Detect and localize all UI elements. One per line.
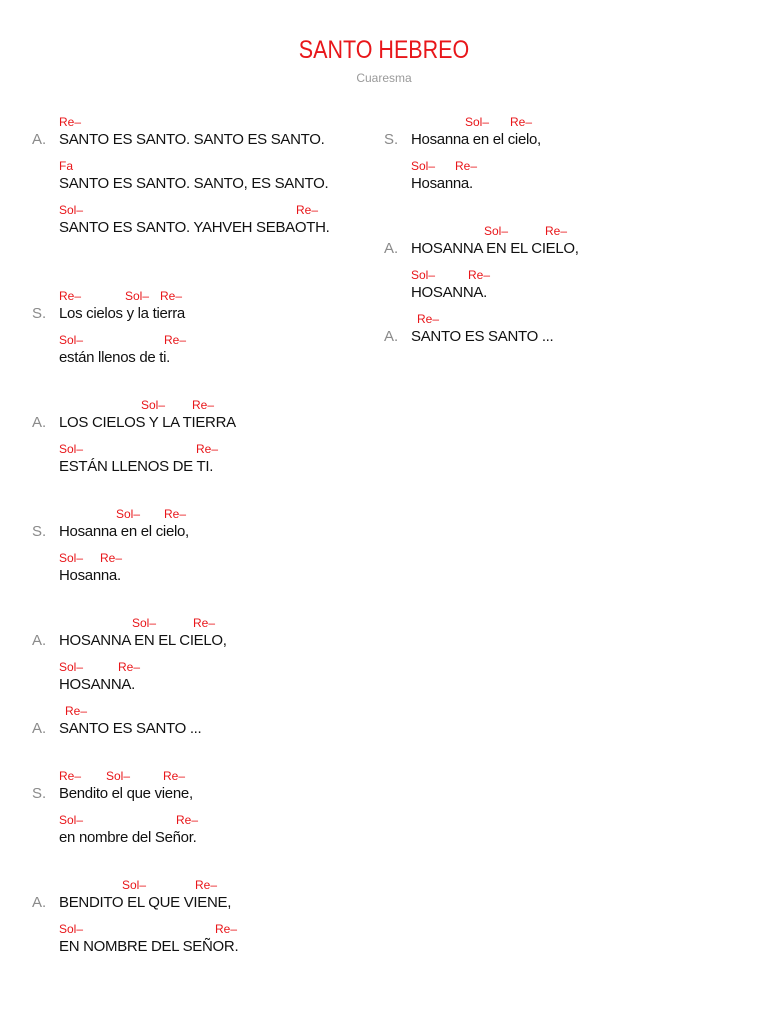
lyric-line: [384, 326, 734, 348]
chord: Fa: [59, 159, 74, 173]
chord: Re–: [65, 704, 88, 718]
lyric-text: SANTO ES SANTO. SANTO, ES SANTO.: [59, 175, 329, 192]
chord: Re–: [193, 616, 216, 630]
chord: Re–: [176, 813, 199, 827]
chord: Sol–: [465, 115, 490, 129]
chord-line: [59, 914, 362, 936]
chord-line: [59, 499, 362, 521]
chord: Sol–: [106, 769, 131, 783]
speaker-label: S.: [32, 523, 47, 540]
lyric-text: están llenos de ti.: [59, 349, 171, 366]
lyric-text: LOS CIELOS Y LA TIERRA: [59, 414, 236, 431]
chord-line: [59, 151, 362, 173]
chord-line: [59, 805, 362, 827]
chord-line: [59, 195, 362, 217]
left-column: [32, 107, 362, 958]
lyric-line: [32, 783, 362, 805]
song-subtitle: Cuaresma: [356, 71, 412, 85]
chord: Sol–: [411, 159, 436, 173]
chord: Re–: [192, 398, 215, 412]
speaker-label: A.: [32, 414, 47, 431]
lyric-text: EN NOMBRE DEL SEÑOR.: [59, 938, 239, 955]
lyric-line: [384, 173, 734, 195]
speaker-label: A.: [32, 720, 47, 737]
chord: Re–: [296, 203, 319, 217]
lyric-line: [384, 282, 734, 304]
chord: Re–: [160, 289, 183, 303]
chord-line: [59, 652, 362, 674]
lyric-text: SANTO ES SANTO. SANTO ES SANTO.: [59, 131, 325, 148]
chord-line: [59, 281, 362, 303]
chord: Sol–: [125, 289, 150, 303]
lyric-line: [32, 674, 362, 696]
chord: Sol–: [59, 922, 84, 936]
lyric-text: Hosanna en el cielo,: [59, 523, 189, 540]
chord: Re–: [510, 115, 533, 129]
chord: Sol–: [59, 442, 84, 456]
speaker-label: A.: [32, 131, 47, 148]
chord-line: [59, 870, 362, 892]
chord: Re–: [164, 507, 187, 521]
chord: Re–: [100, 551, 123, 565]
lyric-text: en nombre del Señor.: [59, 829, 197, 846]
speaker-label: S.: [32, 305, 47, 322]
chord: Re–: [545, 224, 568, 238]
chord-line: [411, 260, 734, 282]
lyric-text: SANTO ES SANTO ...: [59, 720, 202, 737]
lyric-text: HOSANNA.: [411, 284, 487, 301]
lyric-line: [32, 630, 362, 652]
lyric-line: [32, 718, 362, 740]
chord-line: [411, 107, 734, 129]
lyric-text: ESTÁN LLENOS DE TI.: [59, 458, 214, 475]
speaker-label: A.: [384, 240, 399, 257]
chord: Sol–: [59, 333, 84, 347]
lyric-line: [32, 347, 362, 369]
speaker-label: S.: [32, 785, 47, 802]
lyric-text: HOSANNA.: [59, 676, 135, 693]
chord-line: [59, 325, 362, 347]
chord: Sol–: [132, 616, 157, 630]
song-title: SANTO HEBREO: [298, 36, 470, 64]
speaker-label: A.: [32, 894, 47, 911]
lyric-text: SANTO ES SANTO. YAHVEH SEBAOTH.: [59, 219, 330, 236]
chord: Re–: [215, 922, 238, 936]
lyric-line: [32, 129, 362, 151]
chord-line: [59, 434, 362, 456]
chord: Sol–: [411, 268, 436, 282]
chord-line: [59, 696, 362, 718]
chord: Re–: [59, 289, 82, 303]
lyric-text: SANTO ES SANTO ...: [411, 328, 554, 345]
chord: Re–: [196, 442, 219, 456]
lyric-line: [32, 412, 362, 434]
lyric-line: [32, 521, 362, 543]
lyric-text: Bendito el que viene,: [59, 785, 193, 802]
chord: Sol–: [116, 507, 141, 521]
lyric-line: [32, 456, 362, 478]
chord: Sol–: [59, 813, 84, 827]
lyric-text: Hosanna.: [411, 175, 473, 192]
chord-line: [59, 107, 362, 129]
chord-line: [59, 543, 362, 565]
chord: Sol–: [59, 660, 84, 674]
chord: Re–: [59, 769, 82, 783]
lyric-line: [32, 827, 362, 849]
chord: Re–: [417, 312, 440, 326]
chord: Re–: [118, 660, 141, 674]
chord-line: [411, 151, 734, 173]
chord: Sol–: [484, 224, 509, 238]
lyric-line: [32, 565, 362, 587]
lyric-line: [32, 217, 362, 239]
chord-line: [411, 304, 734, 326]
chord: Sol–: [59, 551, 84, 565]
chord: Sol–: [122, 878, 147, 892]
lyric-line: [32, 303, 362, 325]
right-column: [384, 107, 734, 348]
lyric-line: [32, 173, 362, 195]
chord: Re–: [195, 878, 218, 892]
speaker-label: A.: [32, 632, 47, 649]
chord-line: [59, 608, 362, 630]
chord-line: [59, 390, 362, 412]
chord: Re–: [59, 115, 82, 129]
lyric-line: [384, 129, 734, 151]
chord: Sol–: [59, 203, 84, 217]
lyric-text: Hosanna en el cielo,: [411, 131, 541, 148]
lyric-line: [32, 936, 362, 958]
lyric-text: HOSANNA EN EL CIELO,: [411, 240, 579, 257]
chord-line: [411, 216, 734, 238]
chord: Re–: [468, 268, 491, 282]
lyric-text: Hosanna.: [59, 567, 121, 584]
speaker-label: A.: [384, 328, 399, 345]
lyric-text: HOSANNA EN EL CIELO,: [59, 632, 227, 649]
lyric-text: BENDITO EL QUE VIENE,: [59, 894, 232, 911]
speaker-label: S.: [384, 131, 399, 148]
lyric-line: [32, 892, 362, 914]
chord: Sol–: [141, 398, 166, 412]
lyric-text: Los cielos y la tierra: [59, 305, 185, 322]
chord: Re–: [163, 769, 186, 783]
lyric-line: [384, 238, 734, 260]
chord: Re–: [164, 333, 187, 347]
chord: Re–: [455, 159, 478, 173]
chord-line: [59, 761, 362, 783]
